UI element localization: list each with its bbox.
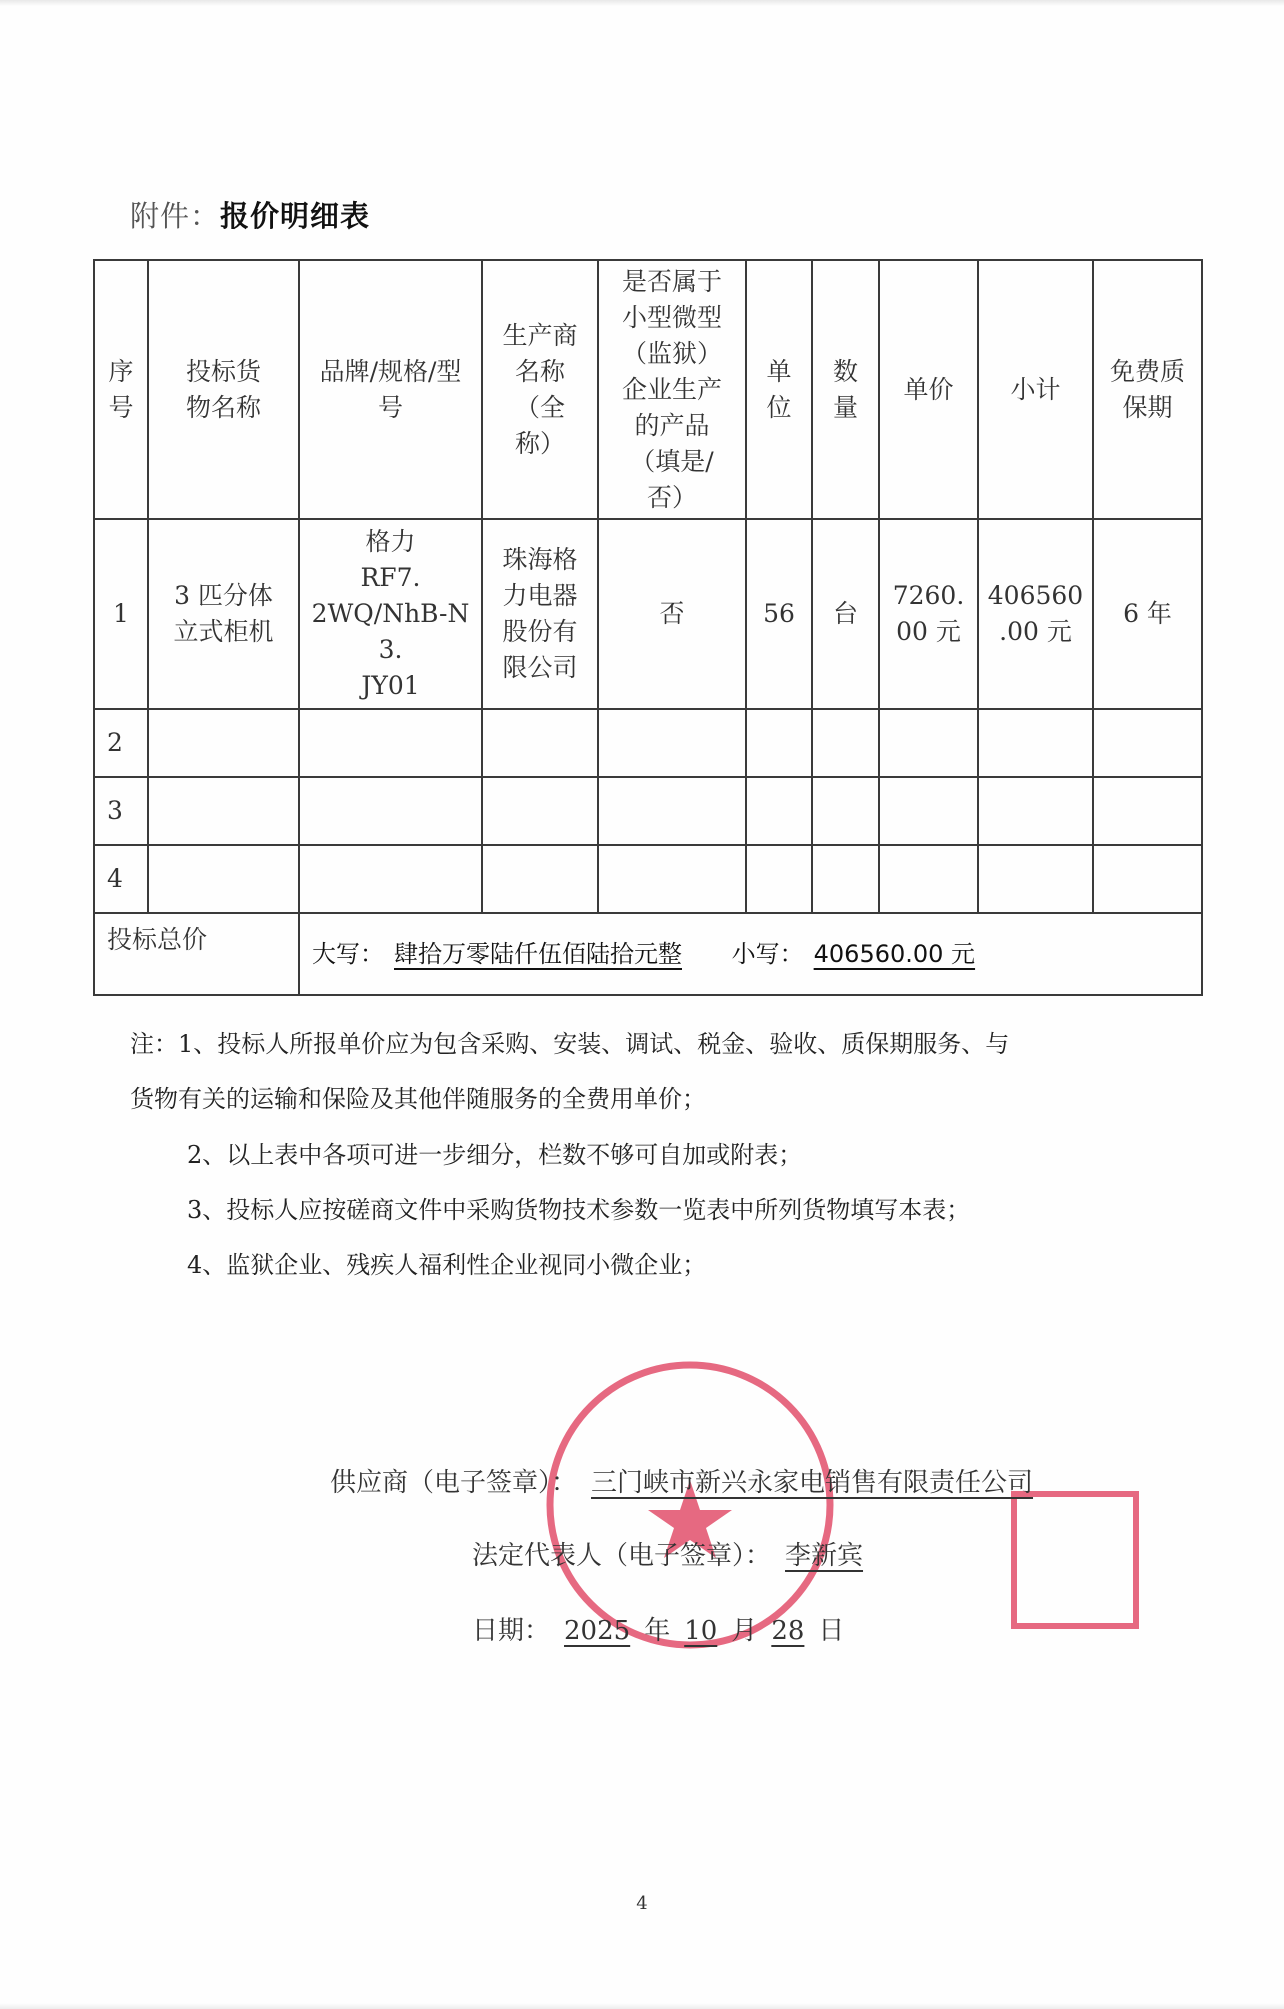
cell-seq: 2 <box>94 709 148 777</box>
cell-empty[interactable] <box>299 709 482 777</box>
total-row <box>94 913 1202 995</box>
note-line: 注：1、投标人所报单价应为包含采购、安装、调试、税金、验收、质保期服务、与 <box>130 1030 1010 1058</box>
title-label: 附件： <box>130 199 221 233</box>
cell-empty[interactable] <box>1093 709 1202 777</box>
cell-empty[interactable] <box>978 845 1093 913</box>
cell-empty[interactable] <box>746 777 812 845</box>
total-label: 投标总价 <box>94 913 299 995</box>
cell-empty[interactable] <box>482 845 598 913</box>
cell-empty[interactable] <box>598 777 746 845</box>
legal-rep-value[interactable]: 李新宾 <box>785 1541 864 1571</box>
cell-goods <box>148 519 299 709</box>
cell-empty[interactable] <box>746 709 812 777</box>
year-unit: 年 <box>644 1616 671 1646</box>
cell-line: 00 元 <box>896 617 961 646</box>
cell-empty[interactable] <box>1093 777 1202 845</box>
cell-qty: 台 <box>812 519 879 709</box>
header-maker <box>482 260 598 519</box>
header-warranty-text: 免费质保期 <box>1109 356 1185 422</box>
date-year[interactable]: 2025 <box>564 1616 631 1646</box>
supplier-value[interactable]: 三门峡市新兴永家电销售有限责任公司 <box>591 1468 1034 1498</box>
cell-empty[interactable] <box>482 777 598 845</box>
header-brand-text: 品牌/规格/型号 <box>319 356 462 422</box>
cell-empty[interactable] <box>978 777 1093 845</box>
cell-sme: 否 <box>598 519 746 709</box>
lower-amount-value: 406560.00 元 <box>813 940 976 968</box>
header-goods-text: 投标货物名称 <box>185 356 261 422</box>
cell-empty[interactable] <box>746 845 812 913</box>
cell-empty[interactable] <box>148 709 299 777</box>
page-number: 4 <box>636 1893 648 1914</box>
header-row <box>94 260 1202 519</box>
cell-line: .00 元 <box>999 617 1072 646</box>
cell-unit: 56 <box>746 519 812 709</box>
cell-line: 力电器 <box>502 581 578 610</box>
personal-seal-stamp <box>1010 1490 1140 1630</box>
header-subtotal: 小计 <box>978 260 1093 519</box>
note-line: 货物有关的运输和保险及其他伴随服务的全费用单价； <box>130 1085 706 1113</box>
date-line <box>472 1610 844 1647</box>
header-sme <box>598 260 746 519</box>
cell-line: RF7. <box>360 563 421 592</box>
personal-seal-border <box>1014 1494 1136 1626</box>
cell-seq: 4 <box>94 845 148 913</box>
legal-rep-line <box>472 1535 877 1572</box>
note-line: 4、监狱企业、残疾人福利性企业视同小微企业； <box>187 1251 707 1279</box>
header-unit-text: 单位 <box>766 356 792 422</box>
cell-empty[interactable] <box>299 777 482 845</box>
header-sme-text: 是否属于小型微型（监狱）企业生产的产品（填是/否） <box>621 266 722 512</box>
cell-line: 7260. <box>892 581 965 610</box>
header-unit <box>746 260 812 519</box>
month-unit: 月 <box>731 1616 758 1646</box>
table-row <box>94 519 1202 709</box>
cell-line: 406560 <box>987 581 1084 610</box>
cell-empty[interactable] <box>879 709 978 777</box>
total-value-cell <box>299 913 1202 995</box>
cell-empty[interactable] <box>148 845 299 913</box>
header-qty-text: 数量 <box>832 356 858 422</box>
cell-empty[interactable] <box>148 777 299 845</box>
supplier-label: 供应商（电子签章）： <box>330 1468 578 1498</box>
supplier-line <box>330 1462 1047 1499</box>
cell-brand <box>299 519 482 709</box>
cell-maker <box>482 519 598 709</box>
cell-line: JY01 <box>361 671 420 700</box>
page-bottom-edge <box>0 2003 1284 2009</box>
cell-seq: 3 <box>94 777 148 845</box>
date-month[interactable]: 10 <box>684 1616 718 1646</box>
note-line: 2、以上表中各项可进一步细分，栏数不够可自加或附表； <box>187 1141 803 1169</box>
cell-line: 珠海格 <box>502 545 578 574</box>
cell-price <box>879 519 978 709</box>
cell-line: 格力 <box>365 527 416 556</box>
date-label: 日期： <box>472 1616 551 1646</box>
cell-empty[interactable] <box>812 709 879 777</box>
header-maker-text: 生产商名称（全称） <box>502 320 578 458</box>
cell-empty[interactable] <box>879 845 978 913</box>
lower-amount-label: 小写： <box>731 940 804 968</box>
cell-line: 股份有 <box>502 617 578 646</box>
header-brand <box>299 260 482 519</box>
header-seq <box>94 260 148 519</box>
header-goods <box>148 260 299 519</box>
cell-empty[interactable] <box>812 777 879 845</box>
header-seq-text: 序号 <box>108 356 134 422</box>
document-title <box>130 194 370 235</box>
page-top-edge <box>0 0 1284 6</box>
cell-empty[interactable] <box>598 709 746 777</box>
upper-amount-value: 肆拾万零陆仟伍佰陆拾元整 <box>394 940 682 968</box>
cell-line: 限公司 <box>502 653 578 682</box>
cell-subtotal <box>978 519 1093 709</box>
cell-empty[interactable] <box>482 709 598 777</box>
legal-rep-label: 法定代表人（电子签章）： <box>472 1541 772 1571</box>
cell-empty[interactable] <box>879 777 978 845</box>
day-unit: 日 <box>818 1616 845 1646</box>
cell-empty[interactable] <box>812 845 879 913</box>
cell-empty[interactable] <box>299 845 482 913</box>
header-qty <box>812 260 879 519</box>
header-price: 单价 <box>879 260 978 519</box>
cell-empty[interactable] <box>598 845 746 913</box>
table-row <box>94 709 1202 777</box>
header-warranty <box>1093 260 1202 519</box>
cell-line: 立式柜机 <box>173 617 274 646</box>
table-row <box>94 777 1202 845</box>
upper-amount-label: 大写： <box>312 940 384 968</box>
date-day[interactable]: 28 <box>771 1616 805 1646</box>
note-line: 3、投标人应按磋商文件中采购货物技术参数一览表中所列货物填写本表； <box>187 1196 971 1224</box>
cell-empty[interactable] <box>1093 845 1202 913</box>
title-name: 报价明细表 <box>220 199 371 233</box>
cell-line: 2WQ/NhB-N3. <box>311 599 470 664</box>
cell-seq: 1 <box>94 519 148 709</box>
quote-table <box>93 259 1203 996</box>
cell-warranty: 6 年 <box>1093 519 1202 709</box>
cell-empty[interactable] <box>978 709 1093 777</box>
table-row <box>94 845 1202 913</box>
cell-line: 3 匹分体 <box>174 581 273 610</box>
